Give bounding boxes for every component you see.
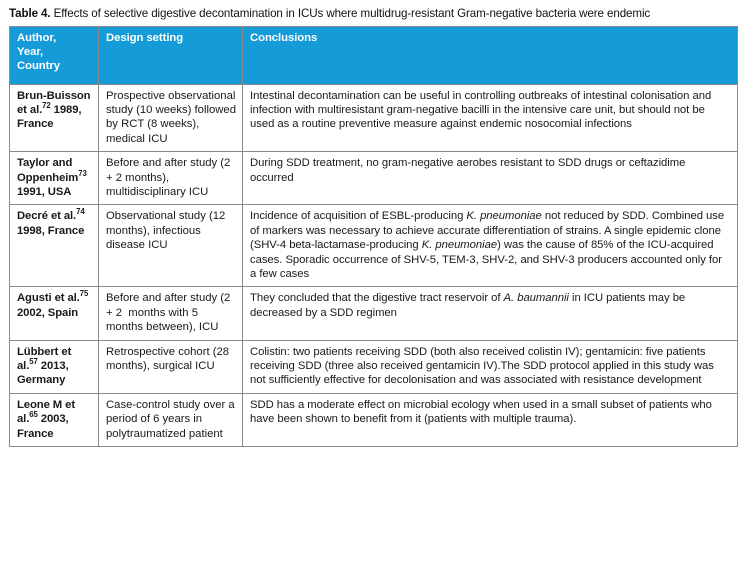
author-year-country: 2002, Spain <box>17 306 79 319</box>
table-header-row <box>10 26 738 84</box>
reference-superscript: 65 <box>29 410 38 420</box>
column-header-author-line: Country <box>17 60 60 73</box>
conclusion-text: in ICU patients may be decreased by a SDD regimen <box>250 292 686 319</box>
conclusion-text: ) was the cause of 85% of the ICU-acquired cases. Sporadic occurrence of SHV-5, TEM-3, SHV-2, and SHV-3 producers accounted only for a few cases <box>250 239 722 280</box>
cell-design-setting: Case-control study over a period of 6 years in polytraumatized patient <box>99 393 243 446</box>
cell-conclusion: Colistin: two patients receiving SDD (both also received colistin IV); gentamicin: five patients receiving SDD (three also received gentamicin IV).The SDD protocol applied in this study was not sufficiently effective for decolonisation and was associated with resistance development <box>243 340 738 393</box>
table-row <box>10 84 738 152</box>
cell-design-setting: Retrospective cohort (28 months), surgical ICU <box>99 340 243 393</box>
reference-superscript: 75 <box>79 289 89 299</box>
reference-superscript: 72 <box>42 101 51 111</box>
author-name: Decré et al. <box>17 210 77 223</box>
cell-conclusion: Intestinal decontamination can be useful in controlling outbreaks of intestinal colonisation and infection with multiresistant gram-negative bacilli in the intensive care unit, but should not be used as a routine preventive measure against endemic nosocomial infections <box>243 84 738 152</box>
reference-superscript: 57 <box>29 357 38 367</box>
author-name: Agusti et al. <box>17 292 80 305</box>
cell-conclusion <box>243 205 738 287</box>
table-caption <box>9 6 738 22</box>
conclusion-text: not reduced by SDD. Combined use of markers was necessary to achieve accurate differentiation of strains. A single epidemic clone (SHV-4 beta-lactamase-producing <box>250 210 725 252</box>
author-year-country: 2013, Germany <box>17 360 69 387</box>
table-body <box>10 84 738 447</box>
table-caption-label: Table 4. <box>9 7 51 20</box>
cell-conclusion <box>243 287 738 340</box>
author-name: Taylor and Oppenheim <box>17 157 79 184</box>
column-header-author <box>10 26 99 84</box>
cell-conclusion: SDD has a moderate effect on microbial ecology when used in a small subset of patients who have been shown to benefit from it (patients with multiple trauma). <box>243 393 738 446</box>
cell-author-year-country <box>10 340 99 393</box>
cell-author-year-country <box>10 152 99 205</box>
author-year-country: 1989, France <box>17 103 82 131</box>
data-table <box>9 26 738 448</box>
cell-conclusion: During SDD treatment, no gram-negative aerobes resistant to SDD drugs or ceftazidime occurred <box>243 152 738 205</box>
conclusion-text: Incidence of acquisition of ESBL-producing <box>250 210 467 223</box>
cell-author-year-country <box>10 84 99 152</box>
author-year-country: 1998, France <box>17 224 85 237</box>
column-header-author-line: Author, <box>17 31 57 44</box>
author-name: Lübbert et al. <box>17 345 72 372</box>
cell-design-setting: Before and after study (2 + 2 months), multidisciplinary ICU <box>99 152 243 205</box>
cell-author-year-country <box>10 287 99 340</box>
table-header <box>10 26 738 84</box>
author-name: Leone M et al. <box>17 398 75 426</box>
column-header-design-setting: Design setting <box>99 26 243 84</box>
author-name: Brun-Buisson et al. <box>17 89 91 116</box>
table-caption-text: Effects of selective digestive decontamination in ICUs where multidrug-resistant Gram-negative bacteria were endemic <box>50 7 651 20</box>
table-row <box>10 205 738 287</box>
table-row <box>10 393 738 446</box>
species-name: K. pneumoniae <box>466 210 542 223</box>
cell-design-setting: Before and after study (2 + 2 months with 5 months between), ICU <box>99 287 243 340</box>
author-year-country: 1991, USA <box>17 185 72 198</box>
table-row <box>10 152 738 205</box>
cell-design-setting: Prospective observational study (10 weeks) followed by RCT (8 weeks), medical ICU <box>99 84 243 152</box>
author-year-country: 2003, France <box>17 413 69 440</box>
reference-superscript: 74 <box>76 207 85 217</box>
conclusion-text: They concluded that the digestive tract reservoir of <box>250 292 504 305</box>
cell-author-year-country <box>10 205 99 287</box>
cell-author-year-country <box>10 393 99 446</box>
column-header-conclusions: Conclusions <box>243 26 738 84</box>
table-row <box>10 340 738 393</box>
column-header-author-line: Year, <box>17 45 44 58</box>
reference-superscript: 73 <box>78 168 87 178</box>
cell-design-setting: Observational study (12 months), infectious disease ICU <box>99 205 243 287</box>
species-name: K. pneumoniae <box>421 239 498 252</box>
species-name: A. baumannii <box>503 292 569 305</box>
table-row <box>10 287 738 340</box>
